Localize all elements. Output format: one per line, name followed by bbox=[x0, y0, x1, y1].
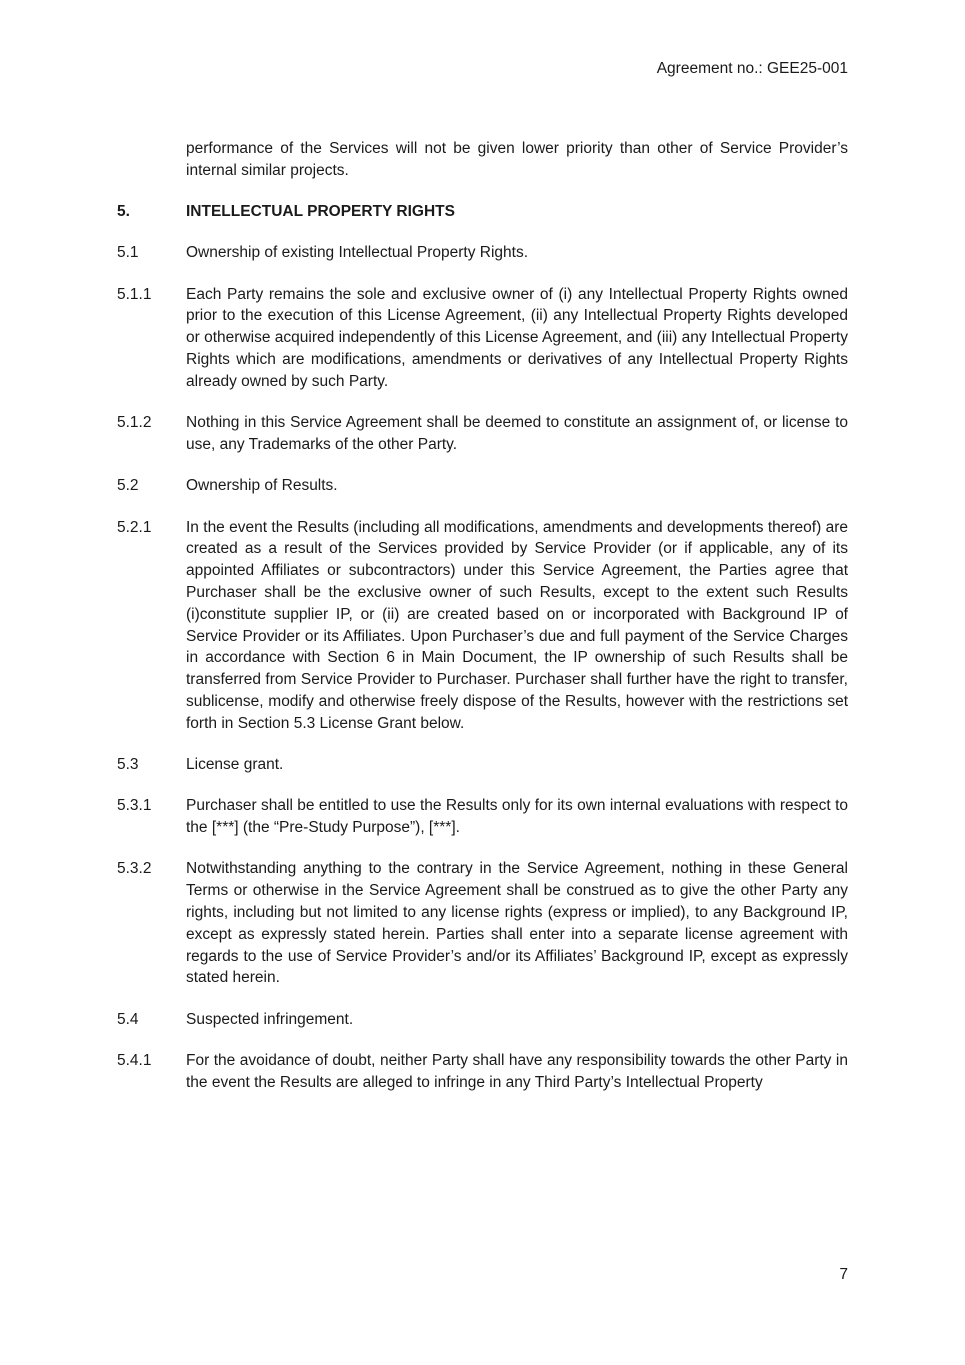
clause-text: In the event the Results (including all modifications, amendments and developments thereof) are created as a result of the Services provided by Service Provider (or if applicable, any of its appointed Affiliates or subcontractors) under this Service Agreement, the Parties agree that Purchaser shall be the exclusive owner of such Results, except to the extent such Results (i)constitute supplier IP, or (ii) are created based on or incorporated with Background IP of Service Provider or its Affiliates. Upon Purchaser’s due and full payment of the Service Charges in accordance with Section 6 in Main Document, the IP ownership of such Results shall be transferred from Service Provider to Purchaser. Purchaser shall further have the right to transfer, sublicense, modify and otherwise freely dispose of the Results, however with the restrictions set forth in Section 5.3 License Grant below. bbox=[186, 518, 848, 732]
clause-text: Suspected infringement. bbox=[186, 1010, 354, 1028]
agreement-number: Agreement no.: GEE25-001 bbox=[656, 60, 848, 77]
page-number: 7 bbox=[839, 1266, 848, 1283]
clause-5-4-1 bbox=[117, 1050, 848, 1094]
clause-text: Nothing in this Service Agreement shall be deemed to constitute an assignment of, or license to use, any Trademarks of the other Party. bbox=[186, 414, 848, 453]
clause-5-2-1 bbox=[117, 517, 848, 735]
clause-number: 5.1.2 bbox=[117, 414, 152, 432]
clause-number: 5.1 bbox=[117, 244, 139, 262]
clause-5-3 bbox=[117, 754, 848, 776]
clause-text: Purchaser shall be entitled to use the Results only for its own internal evaluations with respect to the [***] (the “Pre-Study Purpose”), [***]. bbox=[186, 797, 848, 837]
clause-number: 5.1.1 bbox=[117, 285, 152, 303]
clause-text: For the avoidance of doubt, neither Party shall have any responsibility towards the other Party in the event the Results are alleged to infringe in any Third Party’s Intellectual Property bbox=[186, 1052, 848, 1091]
clause-text: Each Party remains the sole and exclusive owner of (i) any Intellectual Property Rights owned prior to the execution of this License Agreement, (ii) any Intellectual Property Rights developed or otherwise acquired independently of this License Agreement, and (iii) any Intellectual Property Rights which are modifications, amendments or derivatives of any Intellectual Property Rights already owned by such Party. bbox=[186, 285, 848, 390]
clause-number: 5.2.1 bbox=[117, 518, 152, 536]
continuation-paragraph: performance of the Services will not be given lower priority than other of Service Provider’s internal similar projects. bbox=[186, 140, 848, 179]
clause-5-3-2 bbox=[117, 858, 848, 989]
clause-number: 5.3 bbox=[117, 756, 139, 774]
clause-number: 5.2 bbox=[117, 477, 139, 495]
document-body bbox=[117, 138, 848, 1113]
clause-5-2 bbox=[117, 475, 848, 497]
section-heading bbox=[117, 201, 848, 223]
clause-text: Ownership of existing Intellectual Property Rights. bbox=[186, 244, 529, 262]
clause-number: 5.4 bbox=[117, 1010, 139, 1028]
clause-5-4 bbox=[117, 1009, 848, 1031]
clause-number: 5.3.2 bbox=[117, 860, 152, 878]
section-number: 5. bbox=[117, 203, 130, 221]
clause-5-1-1 bbox=[117, 284, 848, 393]
clause-text: License grant. bbox=[186, 756, 284, 774]
clause-number: 5.3.1 bbox=[117, 797, 152, 815]
section-title: INTELLECTUAL PROPERTY RIGHTS bbox=[186, 203, 455, 221]
clause-5-1 bbox=[117, 242, 848, 264]
clause-text: Ownership of Results. bbox=[186, 477, 338, 495]
clause-5-1-2 bbox=[117, 412, 848, 456]
clause-text: Notwithstanding anything to the contrary in the Service Agreement, nothing in these General Terms or otherwise in the Service Agreement shall be construed as to give the other Party any rights, including but not limited to any license rights (express or implied), to any Background IP, except as expressly stated herein. Parties shall enter into a separate license agreement with regards to the use of Service Provider’s and/or its Affiliates’ Background IP, except as expressly stated herein. bbox=[186, 860, 848, 987]
clause-number: 5.4.1 bbox=[117, 1052, 152, 1069]
clause-5-3-1 bbox=[117, 795, 848, 839]
